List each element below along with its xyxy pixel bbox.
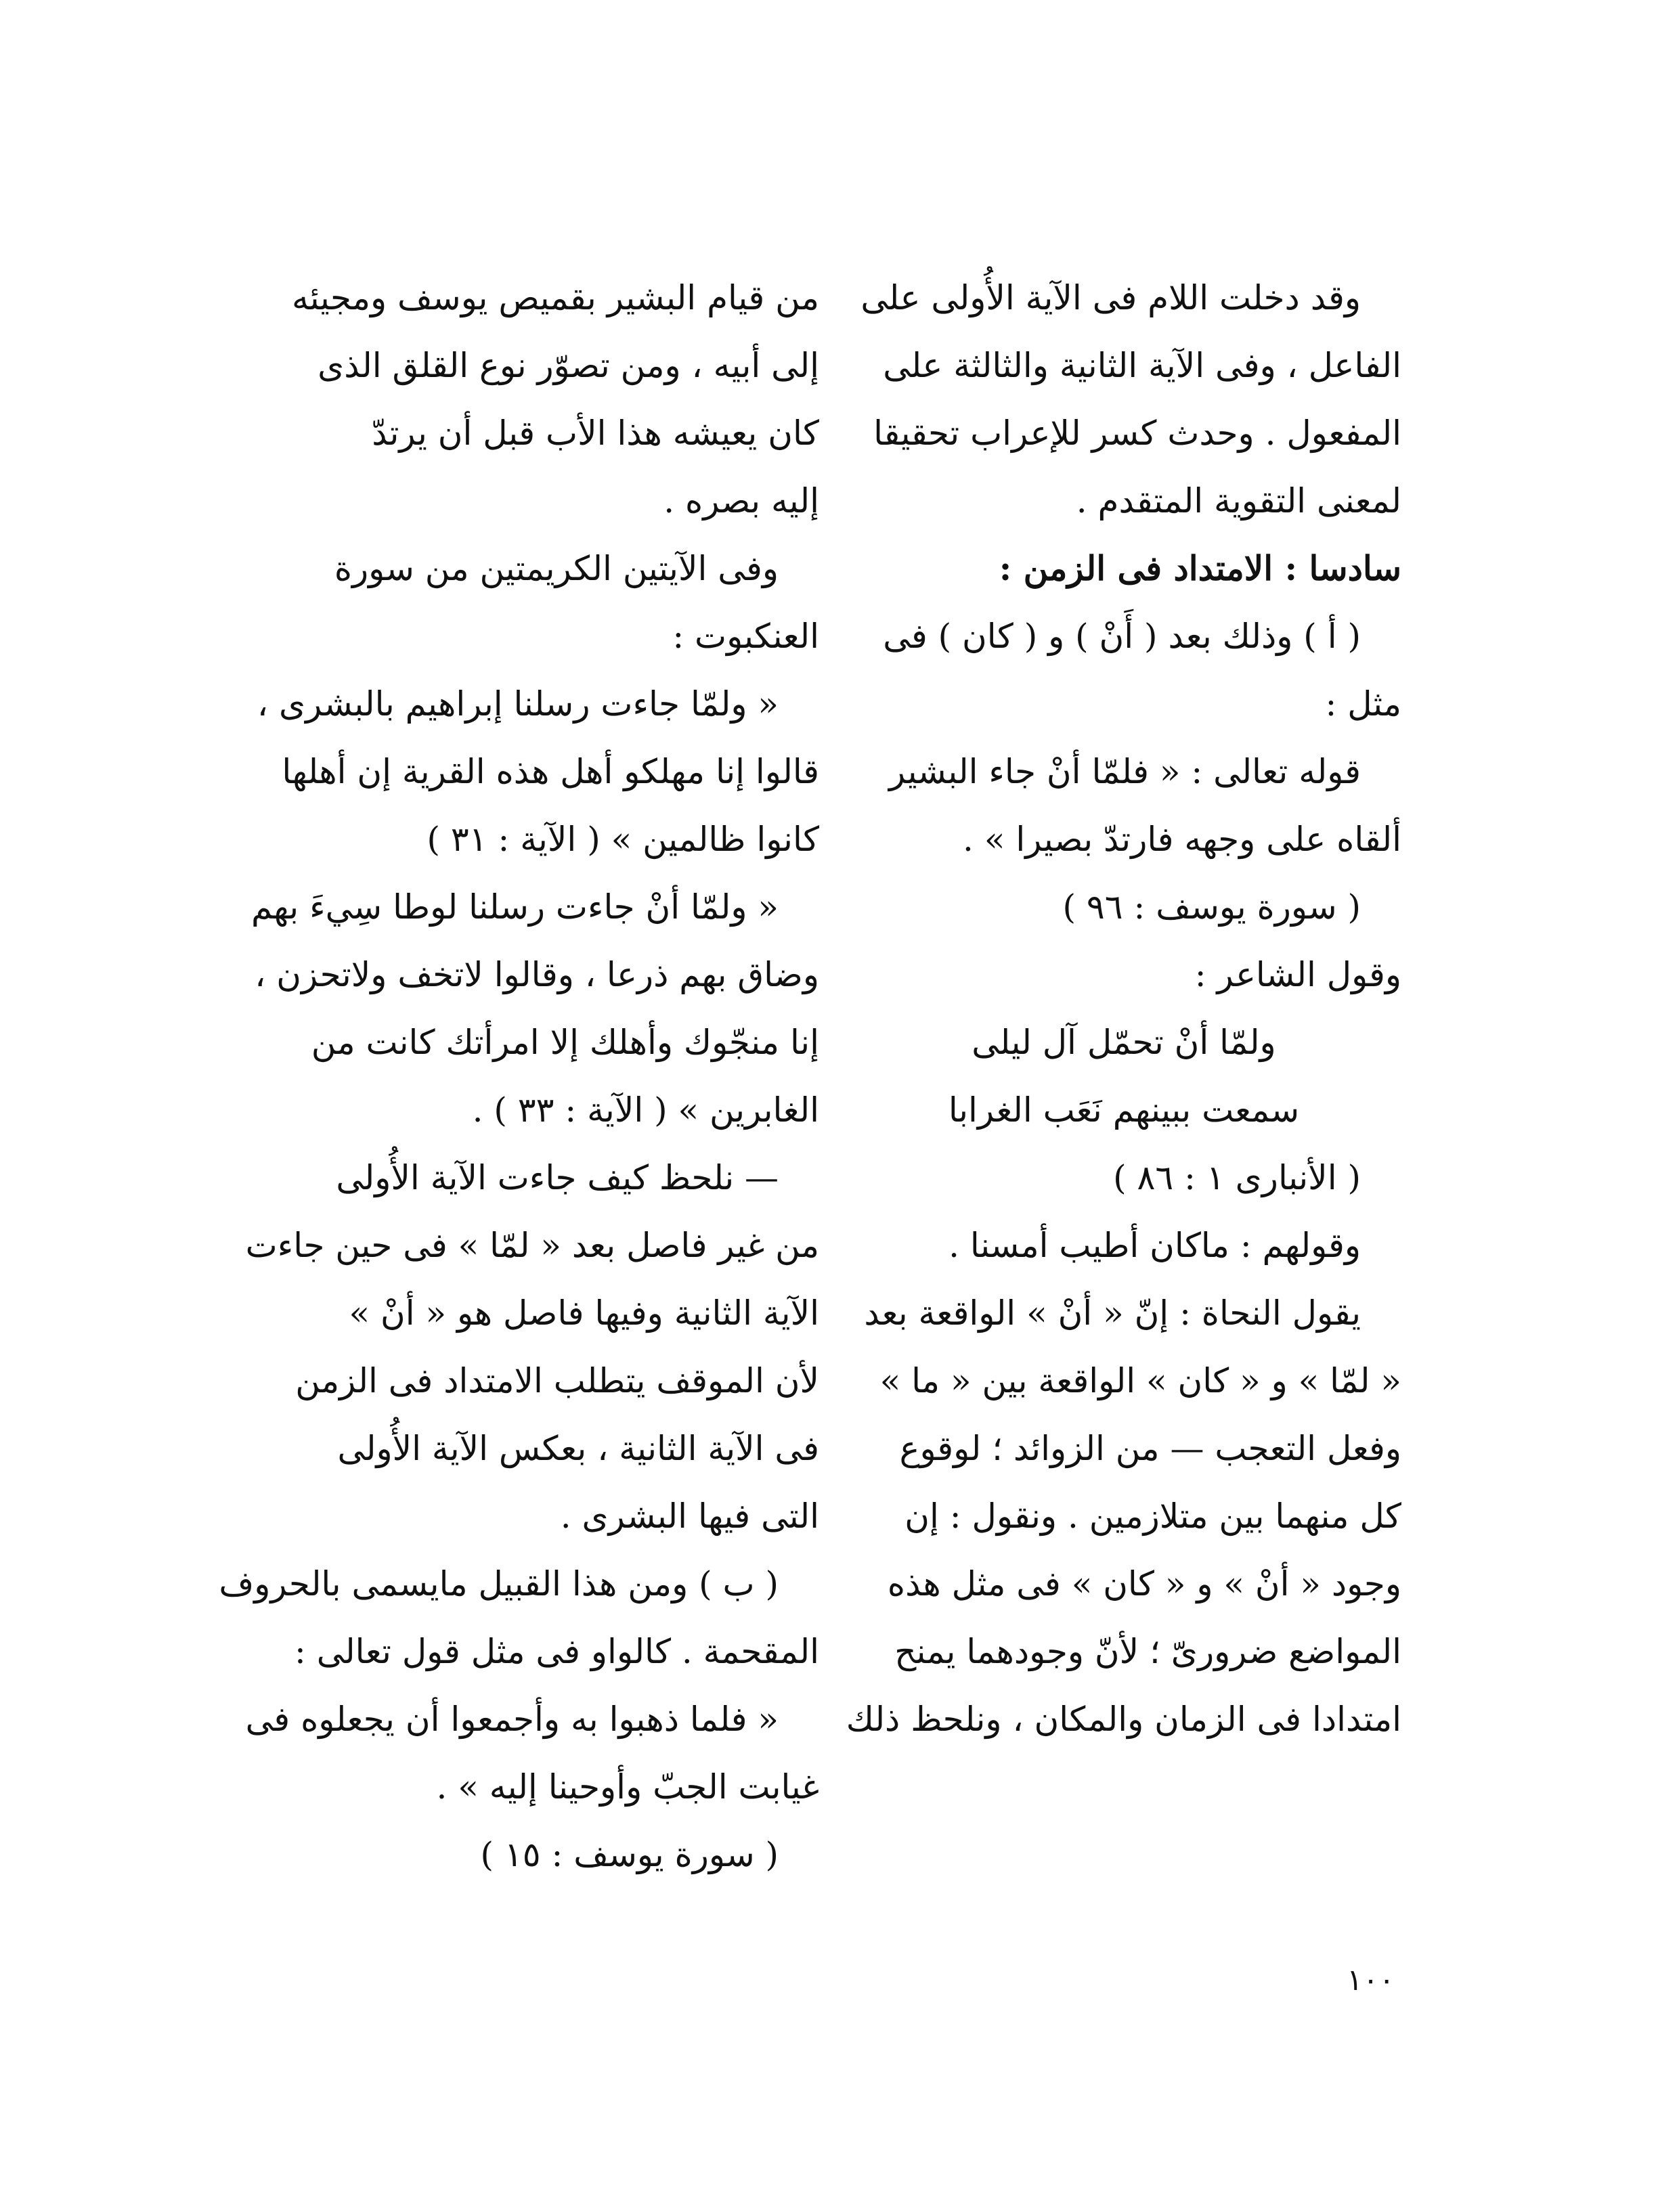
text-line: ( سورة يوسف : ١٥ ) [480, 1835, 779, 1874]
text-line: ألقاه على وجهه فارتدّ بصيرا » . [963, 820, 1401, 859]
text-line: قالوا إنا مهلكو أهل هذه القرية إن أهلها [282, 752, 819, 791]
text-line: إلى أبيه ، ومن تصوّر نوع القلق الذى [318, 346, 819, 385]
text-line: مثل : [1325, 684, 1401, 724]
text-line: وقولهم : ماكان أطيب أمسنا . [948, 1226, 1361, 1265]
text-line: غيابت الجبّ وأوحينا إليه » . [436, 1767, 819, 1807]
text-line: المقحمة . كالواو فى مثل قول تعالى : [295, 1632, 819, 1671]
text-line: من قيام البشير بقميص يوسف ومجيئه [291, 278, 819, 317]
text-line: المواضع ضرورىّ ؛ لأنّ وجودهما يمنح [894, 1632, 1401, 1671]
text-line: كانوا ظالمين » ( الآية : ٣١ ) [427, 820, 819, 859]
text-line: ( أ ) وذلك بعد ( أَنْ ) و ( كان ) فى [883, 617, 1361, 656]
text-line: امتدادا فى الزمان والمكان ، ونلحظ ذلك [846, 1700, 1401, 1739]
text-line: الآية الثانية وفيها فاصل هو « أنْ » [349, 1293, 819, 1333]
left-text-column [219, 264, 819, 1888]
text-line: وقد دخلت اللام فى الآية الأُولى على [860, 278, 1361, 317]
text-line: العنكبوت : [672, 617, 819, 656]
text-line: ( سورة يوسف : ٩٦ ) [1062, 887, 1361, 927]
text-line: إليه بصره . [663, 481, 819, 521]
text-line: « فلما ذهبوا به وأجمعوا أن يجعلوه فى [245, 1700, 779, 1739]
text-line: يقول النحاة : إنّ « أنْ » الواقعة بعد [864, 1293, 1361, 1333]
text-line: سمعت ببينهم نَعَب الغرابا [948, 1090, 1300, 1130]
text-line: وضاق بهم ذرعا ، وقالوا لاتخف ولاتحزن ، [255, 955, 819, 994]
text-line: لأن الموقف يتطلب الامتداد فى الزمن [295, 1361, 819, 1400]
text-line: وفى الآيتين الكريمتين من سورة [334, 549, 779, 588]
text-line: إنا منجّوك وأهلك إلا امرأتك كانت من [311, 1023, 819, 1062]
text-line: لمعنى التقوية المتقدم . [1076, 481, 1401, 521]
text-line: « لمّا » و « كان » الواقعة بين « ما » [879, 1361, 1401, 1400]
text-line: الفاعل ، وفى الآية الثانية والثالثة على [883, 346, 1401, 385]
text-line: قوله تعالى : « فلمّا أنْ جاء البشير [889, 752, 1361, 791]
text-line: سادسا : الامتداد فى الزمن : [999, 548, 1401, 588]
text-line: « ولمّا جاءت رسلنا إبراهيم بالبشرى ، [257, 684, 779, 724]
text-line: ولمّا أنْ تحمّل آل ليلى [972, 1023, 1276, 1062]
text-line: كل منهما بين متلازمين . ونقول : إن [904, 1497, 1401, 1536]
text-line: فى الآية الثانية ، بعكس الآية الأُولى [337, 1429, 819, 1468]
text-line: ( الأنبارى ١ : ٨٦ ) [1113, 1158, 1361, 1197]
text-line: ( ب ) ومن هذا القبيل مايسمى بالحروف [219, 1564, 779, 1603]
text-line: من غير فاصل بعد « لمّا » فى حين جاءت [245, 1226, 819, 1265]
right-text-column [846, 264, 1401, 1753]
text-line: وفعل التعجب — من الزوائد ؛ لوقوع [899, 1429, 1401, 1468]
text-line: وجود « أنْ » و « كان » فى مثل هذه [887, 1564, 1401, 1603]
text-line: — نلحظ كيف جاءت الآية الأُولى [336, 1158, 779, 1197]
text-line: الغابرين » ( الآية : ٣٣ ) . [472, 1090, 819, 1130]
text-line: التى فيها البشرى . [560, 1497, 819, 1536]
page-number: ١٠٠ [1347, 1963, 1395, 1997]
text-line: « ولمّا أنْ جاءت رسلنا لوطا سِيءَ بهم [250, 887, 779, 927]
text-line: وقول الشاعر : [1194, 955, 1401, 994]
text-line: كان يعيشه هذا الأب قبل أن يرتدّ [372, 414, 819, 453]
text-line: المفعول . وحدث كسر للإعراب تحقيقا [873, 414, 1401, 453]
